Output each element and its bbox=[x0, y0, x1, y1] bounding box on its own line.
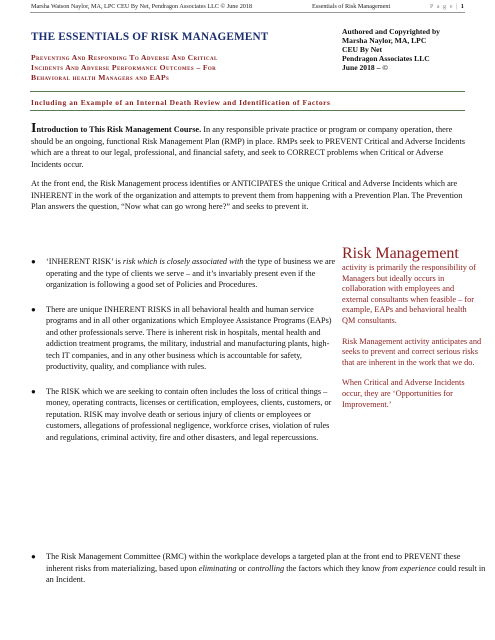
bullet-item bbox=[31, 256, 336, 291]
band-rule-bottom bbox=[30, 110, 465, 111]
sidebar-heading: Risk Management bbox=[342, 245, 459, 262]
bullet-dot: ● bbox=[31, 304, 36, 314]
intro-body: In any responsible private practice or program or company operation, there should be an ongoing, functional Risk Management Plan (RMP) in place. RMPs seek to PREVENT Critical and Adverse Incidents which are a threat to our legal, professional, and financial safety, and seek to CORRECT problems when Critical or Adverse Incidents occur. bbox=[31, 125, 465, 169]
subtitle-line: Incidents And Adverse Performance Outcomes – For bbox=[31, 63, 217, 72]
bullet-text: ‘INHERENT RISK’ is bbox=[46, 257, 123, 266]
intro-paragraph-2: At the front end, the Risk Management process identifies or ANTICIPATES the unique Critical and Adverse Incidents which are INHERENT in the work of the organization and attempts to prevent them from happening with a Prevention Plan. The Prevention Plan answers the question, “Now what can go wrong here?” and seeks to prevent it. bbox=[31, 179, 463, 211]
bullet-item bbox=[31, 386, 336, 444]
bullet-dot: ● bbox=[31, 552, 36, 561]
author-line: CEU By Net bbox=[342, 45, 383, 54]
page-label: P a g e | bbox=[430, 3, 459, 10]
title-block bbox=[31, 31, 321, 83]
sidebar-paragraph: activity is primarily the responsibility of Managers but ideally occurs in collaboration with employees and external consultants when feasible – for example, EAPs and behavioral health QM consultants. bbox=[342, 263, 476, 325]
sidebar-callout bbox=[342, 245, 482, 420]
bullet-dot: ● bbox=[31, 386, 36, 396]
author-line: Authored and Copyrighted by bbox=[342, 27, 440, 36]
header-page bbox=[430, 3, 464, 10]
bullet-text: The Risk Management Committee (RMC) within the workplace develops a targeted plan at the front end to PREVENT these inherent risks from materializing, based upon bbox=[46, 552, 461, 573]
sidebar-paragraph: Risk Management activity anticipates and seeks to prevent and correct serious risks that are inherent in the work that we do. bbox=[342, 336, 482, 367]
bullet-emphasis: controlling bbox=[247, 563, 285, 573]
intro-paragraph-1 bbox=[31, 123, 471, 170]
band-caption: Including an Example of an Internal Death Review and Identification of Factors bbox=[31, 98, 331, 107]
bullet-item bbox=[31, 304, 336, 373]
bullet-text: There are unique INHERENT RISKS in all behavioral health and human service programs and in all other organizations which Employee Assistance Programs (EAPs) and other professionals serve. There is inherent risk in hospitals, mental health and addiction treatment programs, the military, industrial and manufacturing plants, high-tech IT companies, and in any other business which is accountable for safety, productivity, quality, and compliance with rules. bbox=[46, 304, 332, 371]
intro-lead-rest: ntroduction to This Risk Management Course. bbox=[36, 125, 202, 134]
author-line: Pendragon Associates LLC bbox=[342, 54, 430, 63]
intro-section bbox=[31, 123, 471, 221]
bullet-emphasis: risk which is closely associated with bbox=[122, 257, 244, 266]
bullet-dot: ● bbox=[31, 257, 36, 266]
sidebar-paragraph: When Critical and Adverse Incidents occur, they are ‘Opportunities for Improvement.’ bbox=[342, 378, 465, 409]
main-title: THE ESSENTIALS OF RISK MANAGEMENT bbox=[31, 31, 269, 43]
intro-lead bbox=[31, 121, 202, 136]
running-header bbox=[0, 1, 495, 13]
author-line: June 2018 – © bbox=[342, 63, 388, 72]
header-author: Marsha Watson Naylor, MA, LPC CEU By Net, Pendragon Associates LLC © June 2018 bbox=[31, 3, 253, 10]
intro-lead-cap: I bbox=[31, 121, 37, 136]
bullet-emphasis: from experience bbox=[382, 563, 436, 573]
subtitle-line: Behavioral health Managers and EAPs bbox=[31, 73, 170, 82]
subtitle bbox=[31, 53, 321, 83]
bullet-text: The RISK which we are seeking to contain often includes the loss of critical things – money, operating contracts, licenses or certification, employees, clients, customers, or reputation. RISK may involve death or serious injury of clients or employees or customers, allegations of professional negligence, workforce crises, violation of rules and regulations, criminal activity, fire and other disasters, and legal repercussions. bbox=[46, 386, 332, 442]
bullet-text: or bbox=[236, 563, 248, 573]
bullet-list bbox=[31, 256, 336, 443]
header-rule bbox=[30, 12, 465, 13]
header-title: Essentials of Risk Management bbox=[312, 3, 391, 10]
author-block bbox=[342, 27, 482, 72]
band-rule-top bbox=[30, 91, 465, 92]
bullet-item-full-width bbox=[31, 551, 486, 586]
subtitle-line: Preventing And Responding To Adverse And Critical bbox=[31, 53, 218, 62]
page-number: 1 bbox=[460, 3, 464, 10]
bullet-text: the factors which they know bbox=[284, 563, 383, 573]
author-line: Marsha Naylor, MA, LPC bbox=[342, 36, 427, 45]
bullet-emphasis: eliminating bbox=[198, 563, 237, 573]
bullet-text: could result in an Incident. bbox=[46, 563, 486, 584]
bullet-text: the type of business we are operating and the type of clients we serve – and it’s invariably present even if the organization is following a good set of Policies and Procedures. bbox=[46, 257, 336, 289]
